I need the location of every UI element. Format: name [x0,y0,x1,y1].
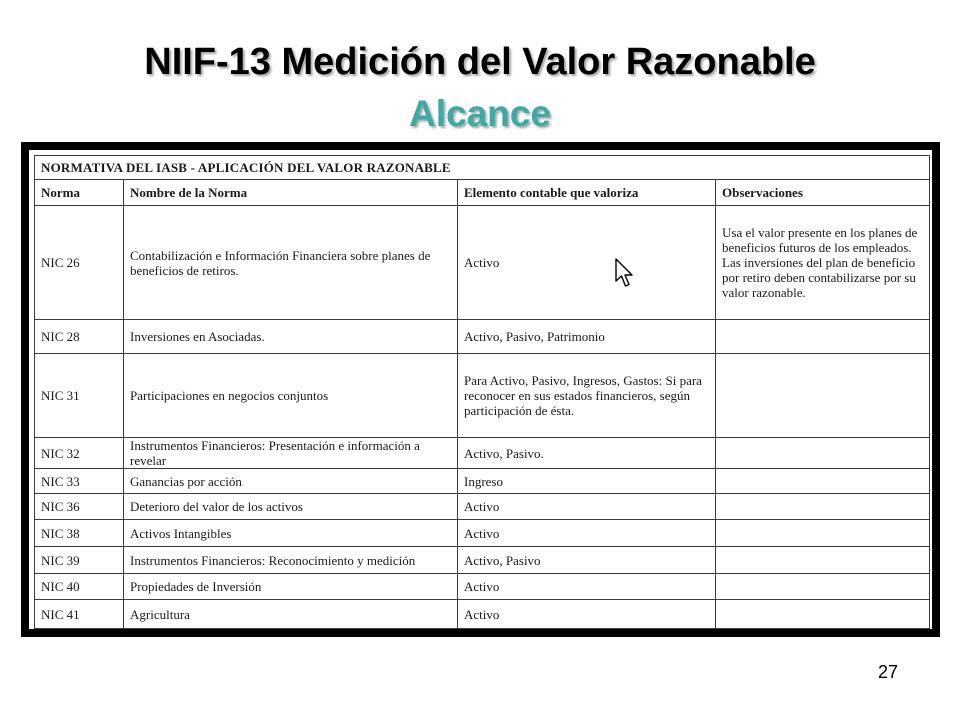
cell-elemento: Para Activo, Pasivo, Ingresos, Gastos: Si para reconocer en sus estados financieros, según participación de ésta. [458,354,716,438]
cell-norma: NIC 39 [35,547,124,574]
table-row [35,600,930,629]
cell-norma: NIC 31 [35,354,124,438]
cell-norma: NIC 40 [35,574,124,600]
table-row [35,547,930,574]
normativa-table [34,155,930,629]
mouse-pointer-arrow-icon [614,258,636,290]
table-banner-row [35,156,930,180]
cell-elemento: Activo [458,494,716,520]
table-row [35,574,930,600]
cell-observaciones [716,494,930,520]
cell-elemento: Activo, Pasivo. [458,438,716,469]
header-norma: Norma [35,180,124,206]
cell-norma: NIC 33 [35,469,124,494]
cell-observaciones [716,469,930,494]
cell-elemento: Activo, Pasivo [458,547,716,574]
cell-nombre: Propiedades de Inversión [124,574,458,600]
page-number: 27 [878,662,899,682]
cell-elemento: Activo, Pasivo, Patrimonio [458,320,716,354]
cell-observaciones [716,520,930,547]
table-row [35,354,930,438]
cell-nombre: Instrumentos Financieros: Reconocimiento y medición [124,547,458,574]
cell-norma: NIC 36 [35,494,124,520]
cell-nombre: Deterioro del valor de los activos [124,494,458,520]
header-elemento: Elemento contable que valoriza [458,180,716,206]
cell-nombre: Activos Intangibles [124,520,458,547]
cell-norma: NIC 26 [35,206,124,320]
table-row [35,438,930,469]
cell-nombre: Contabilización e Información Financiera sobre planes de beneficios de retiros. [124,206,458,320]
cell-observaciones [716,438,930,469]
cell-observaciones [716,354,930,438]
cell-observaciones [716,547,930,574]
table-row [35,320,930,354]
cell-elemento: Activo [458,574,716,600]
slide-title: NIIF-13 Medición del Valor Razonable [144,41,816,83]
table-row [35,520,930,547]
cell-nombre: Participaciones en negocios conjuntos [124,354,458,438]
cell-observaciones: Usa el valor presente en los planes de beneficios futuros de los empleados. Las inversiones del plan de beneficio por retiro deben contabilizarse por su valor razonable. [716,206,930,320]
table-row [35,206,930,320]
cell-norma: NIC 28 [35,320,124,354]
cell-elemento: Activo [458,600,716,629]
cell-norma: NIC 38 [35,520,124,547]
cell-nombre: Agricultura [124,600,458,629]
cell-observaciones [716,320,930,354]
table-row [35,469,930,494]
table-header-row [35,180,930,206]
table-row [35,494,930,520]
cell-nombre: Inversiones en Asociadas. [124,320,458,354]
cell-elemento: Activo [458,520,716,547]
cell-observaciones [716,600,930,629]
cell-norma: NIC 41 [35,600,124,629]
table-banner: NORMATIVA DEL IASB - APLICACIÓN DEL VALOR RAZONABLE [35,156,930,180]
slide-subtitle: Alcance [409,93,551,134]
cell-nombre: Instrumentos Financieros: Presentación e información a revelar [124,438,458,469]
header-observaciones: Observaciones [716,180,930,206]
cell-elemento: Ingreso [458,469,716,494]
cell-norma: NIC 32 [35,438,124,469]
cell-elemento: Activo [458,206,716,320]
header-nombre: Nombre de la Norma [124,180,458,206]
cell-observaciones [716,574,930,600]
cell-nombre: Ganancias por acción [124,469,458,494]
